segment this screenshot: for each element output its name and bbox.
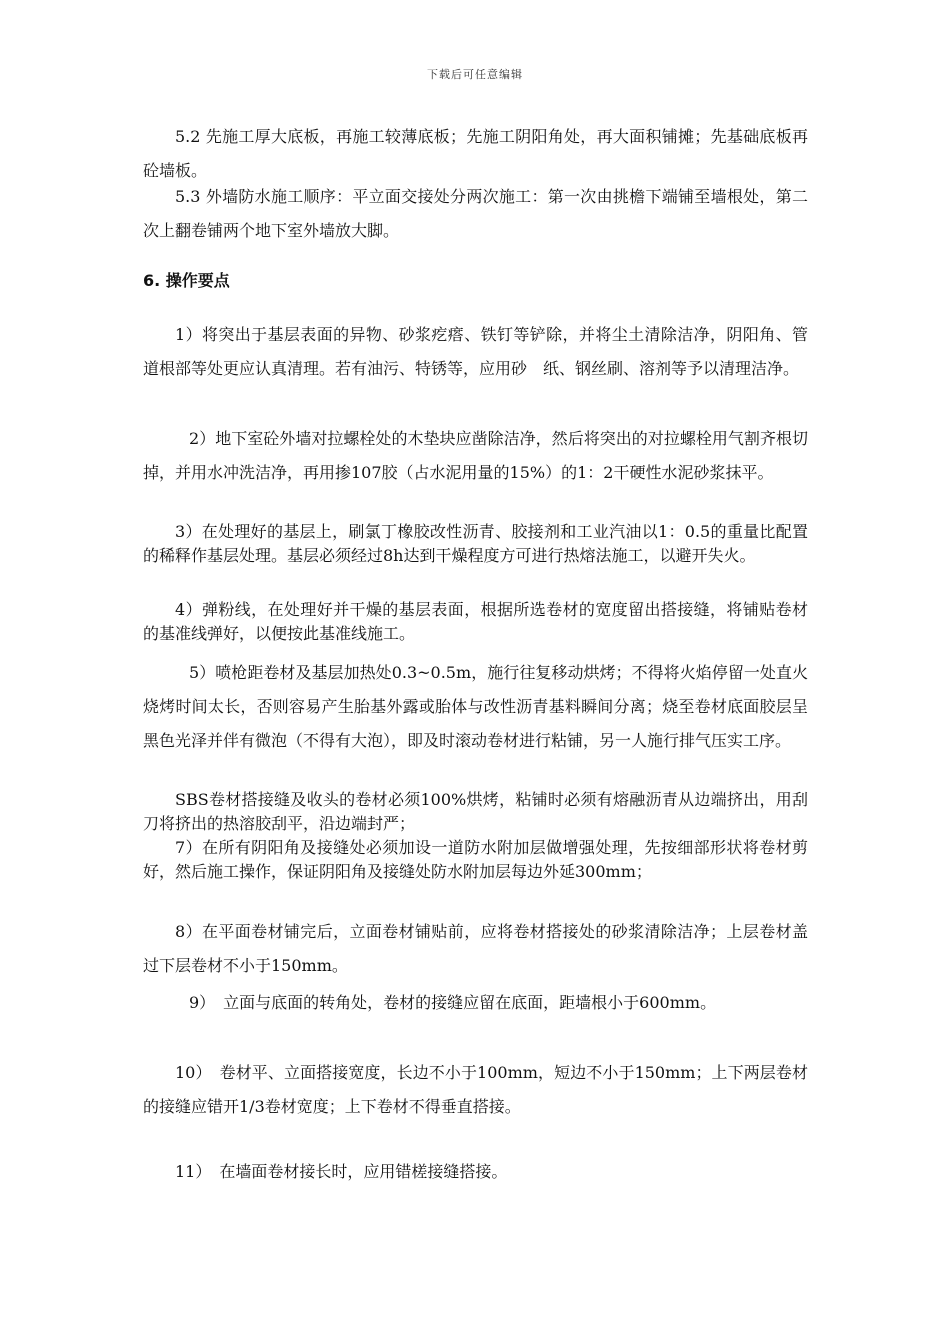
section-heading: 6. 操作要点 [143, 271, 230, 290]
list-item-sbs: SBS卷材搭接缝及收头的卷材必须100%烘烤，粘铺时必须有熔融沥青从边端挤出，用刮刀将挤出的热溶胶刮平，沿边端封严； [143, 790, 808, 833]
list-item-1: 1）将突出于基层表面的异物、砂浆疙瘩、铁钉等铲除，并将尘土清除洁净，阴阳角、管道根部等处更应认真清理。若有油污、特锈等，应用砂 纸、钢丝刷、溶剂等予以清理洁净。 [143, 325, 808, 378]
list-item-4: 4）弹粉线，在处理好并干燥的基层表面，根据所选卷材的宽度留出搭接缝，将铺贴卷材的基准线弹好，以便按此基准线施工。 [143, 600, 808, 643]
list-item-11: 11） 在墙面卷材接长时，应用错槎接缝搭接。 [175, 1162, 508, 1181]
page-header: 下载后可任意编辑 [427, 68, 523, 81]
list-item-10: 10） 卷材平、立面搭接宽度，长边不小于100mm，短边不小于150mm；上下两层卷材的接缝应错开1/3卷材宽度；上下卷材不得垂直搭接。 [143, 1063, 808, 1116]
list-item-2: 2）地下室砼外墙对拉螺栓处的木垫块应凿除洁净，然后将突出的对拉螺栓用气割齐根切掉，并用水冲洗洁净，再用掺107胶（占水泥用量的15%）的1：2干硬性水泥砂浆抹平。 [143, 429, 808, 482]
list-item-3: 3）在处理好的基层上，刷氯丁橡胶改性沥青、胶接剂和工业汽油以1：0.5的重量比配置的稀释作基层处理。基层必须经过8h达到干燥程度方可进行热熔法施工，以避开失火。 [143, 522, 808, 565]
list-item-9: 9） 立面与底面的转角处，卷材的接缝应留在底面，距墙根小于600mm。 [189, 993, 717, 1012]
list-item-7: 7）在所有阴阳角及接缝处必须加设一道防水附加层做增强处理，先按细部形状将卷材剪好，然后施工操作，保证阴阳角及接缝处防水附加层每边外延300mm； [143, 838, 808, 881]
paragraph-5-2: 5.2 先施工厚大底板，再施工较薄底板；先施工阴阳角处，再大面积铺摊；先基础底板再砼墙板。 [143, 127, 808, 180]
list-item-5: 5）喷枪距卷材及基层加热处0.3~0.5m，施行往复移动烘烤；不得将火焰停留一处直火烧烤时间太长，否则容易产生胎基外露或胎体与改性沥青基料瞬间分离；烧至卷材底面胶层呈黑色光泽并伴有微泡（不得有大泡），即及时滚动卷材进行粘铺，另一人施行排气压实工序。 [143, 663, 808, 750]
paragraph-5-3: 5.3 外墙防水施工顺序：平立面交接处分两次施工：第一次由挑檐下端铺至墙根处，第二次上翻卷铺两个地下室外墙放大脚。 [143, 187, 808, 240]
list-item-8: 8）在平面卷材铺完后，立面卷材铺贴前，应将卷材搭接处的砂浆清除洁净；上层卷材盖过下层卷材不小于150mm。 [143, 922, 808, 975]
